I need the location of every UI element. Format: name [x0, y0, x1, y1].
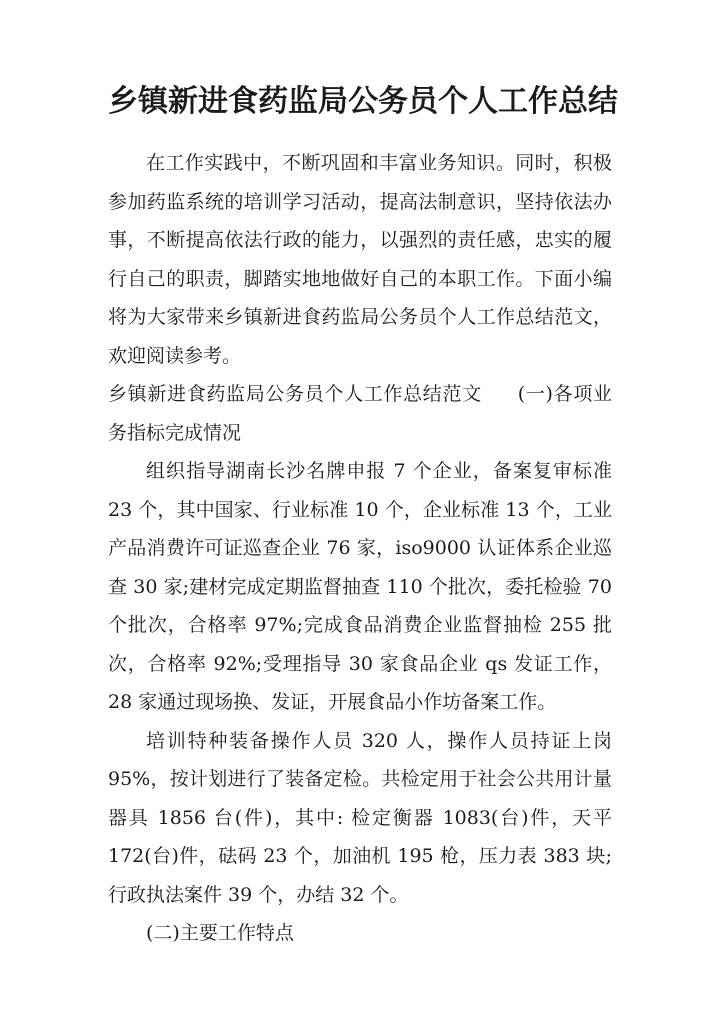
section-heading: (二)主要工作特点	[146, 922, 294, 944]
body-paragraph-2: 培训特种装备操作人员 320 人，操作人员持证上岗 95%，按计划进行了装备定检。共检定用于社会公共用计量器具 1856 台(件)，其中: 检定衡器 1083(台)件，天平 172(台)件，砝码 23 个，加油机 195 枪，压力表 383 块;行政执法案件 39 个，办结 32 个。	[108, 729, 612, 906]
subtitle-right: (一)各项业务指标完成情况	[108, 383, 612, 444]
subtitle-left: 乡镇新进食药监局公务员个人工作总结范文	[108, 383, 482, 405]
document-title: 乡镇新进食药监局公务员个人工作总结	[108, 84, 618, 119]
intro-paragraph: 在工作实践中，不断巩固和丰富业务知识。同时，积极参加药监系统的培训学习活动，提高法制意识，坚持依法办事，不断提高依法行政的能力，以强烈的责任感，忠实的履行自己的职责，脚踏实地地做好自己的本职工作。下面小编将为大家带来乡镇新进食药监局公务员个人工作总结范文，欢迎阅读参考。	[108, 152, 612, 367]
body-paragraph-1: 组织指导湖南长沙名牌申报 7 个企业，备案复审标准 23 个，其中国家、行业标准 10 个，企业标准 13 个，工业产品消费许可证巡查企业 76 家，iso9000 认证体系企业巡查 30 家;建材完成定期监督抽查 110 个批次，委托检验 70 个批次，合格率 97%;完成食品消费企业监督抽检 255 批次，合格率 92%;受理指导 30 家食品企业 qs 发证工作，28 家通过现场换、发证，开展食品小作坊备案工作。	[108, 460, 612, 713]
subtitle-line	[108, 375, 612, 452]
